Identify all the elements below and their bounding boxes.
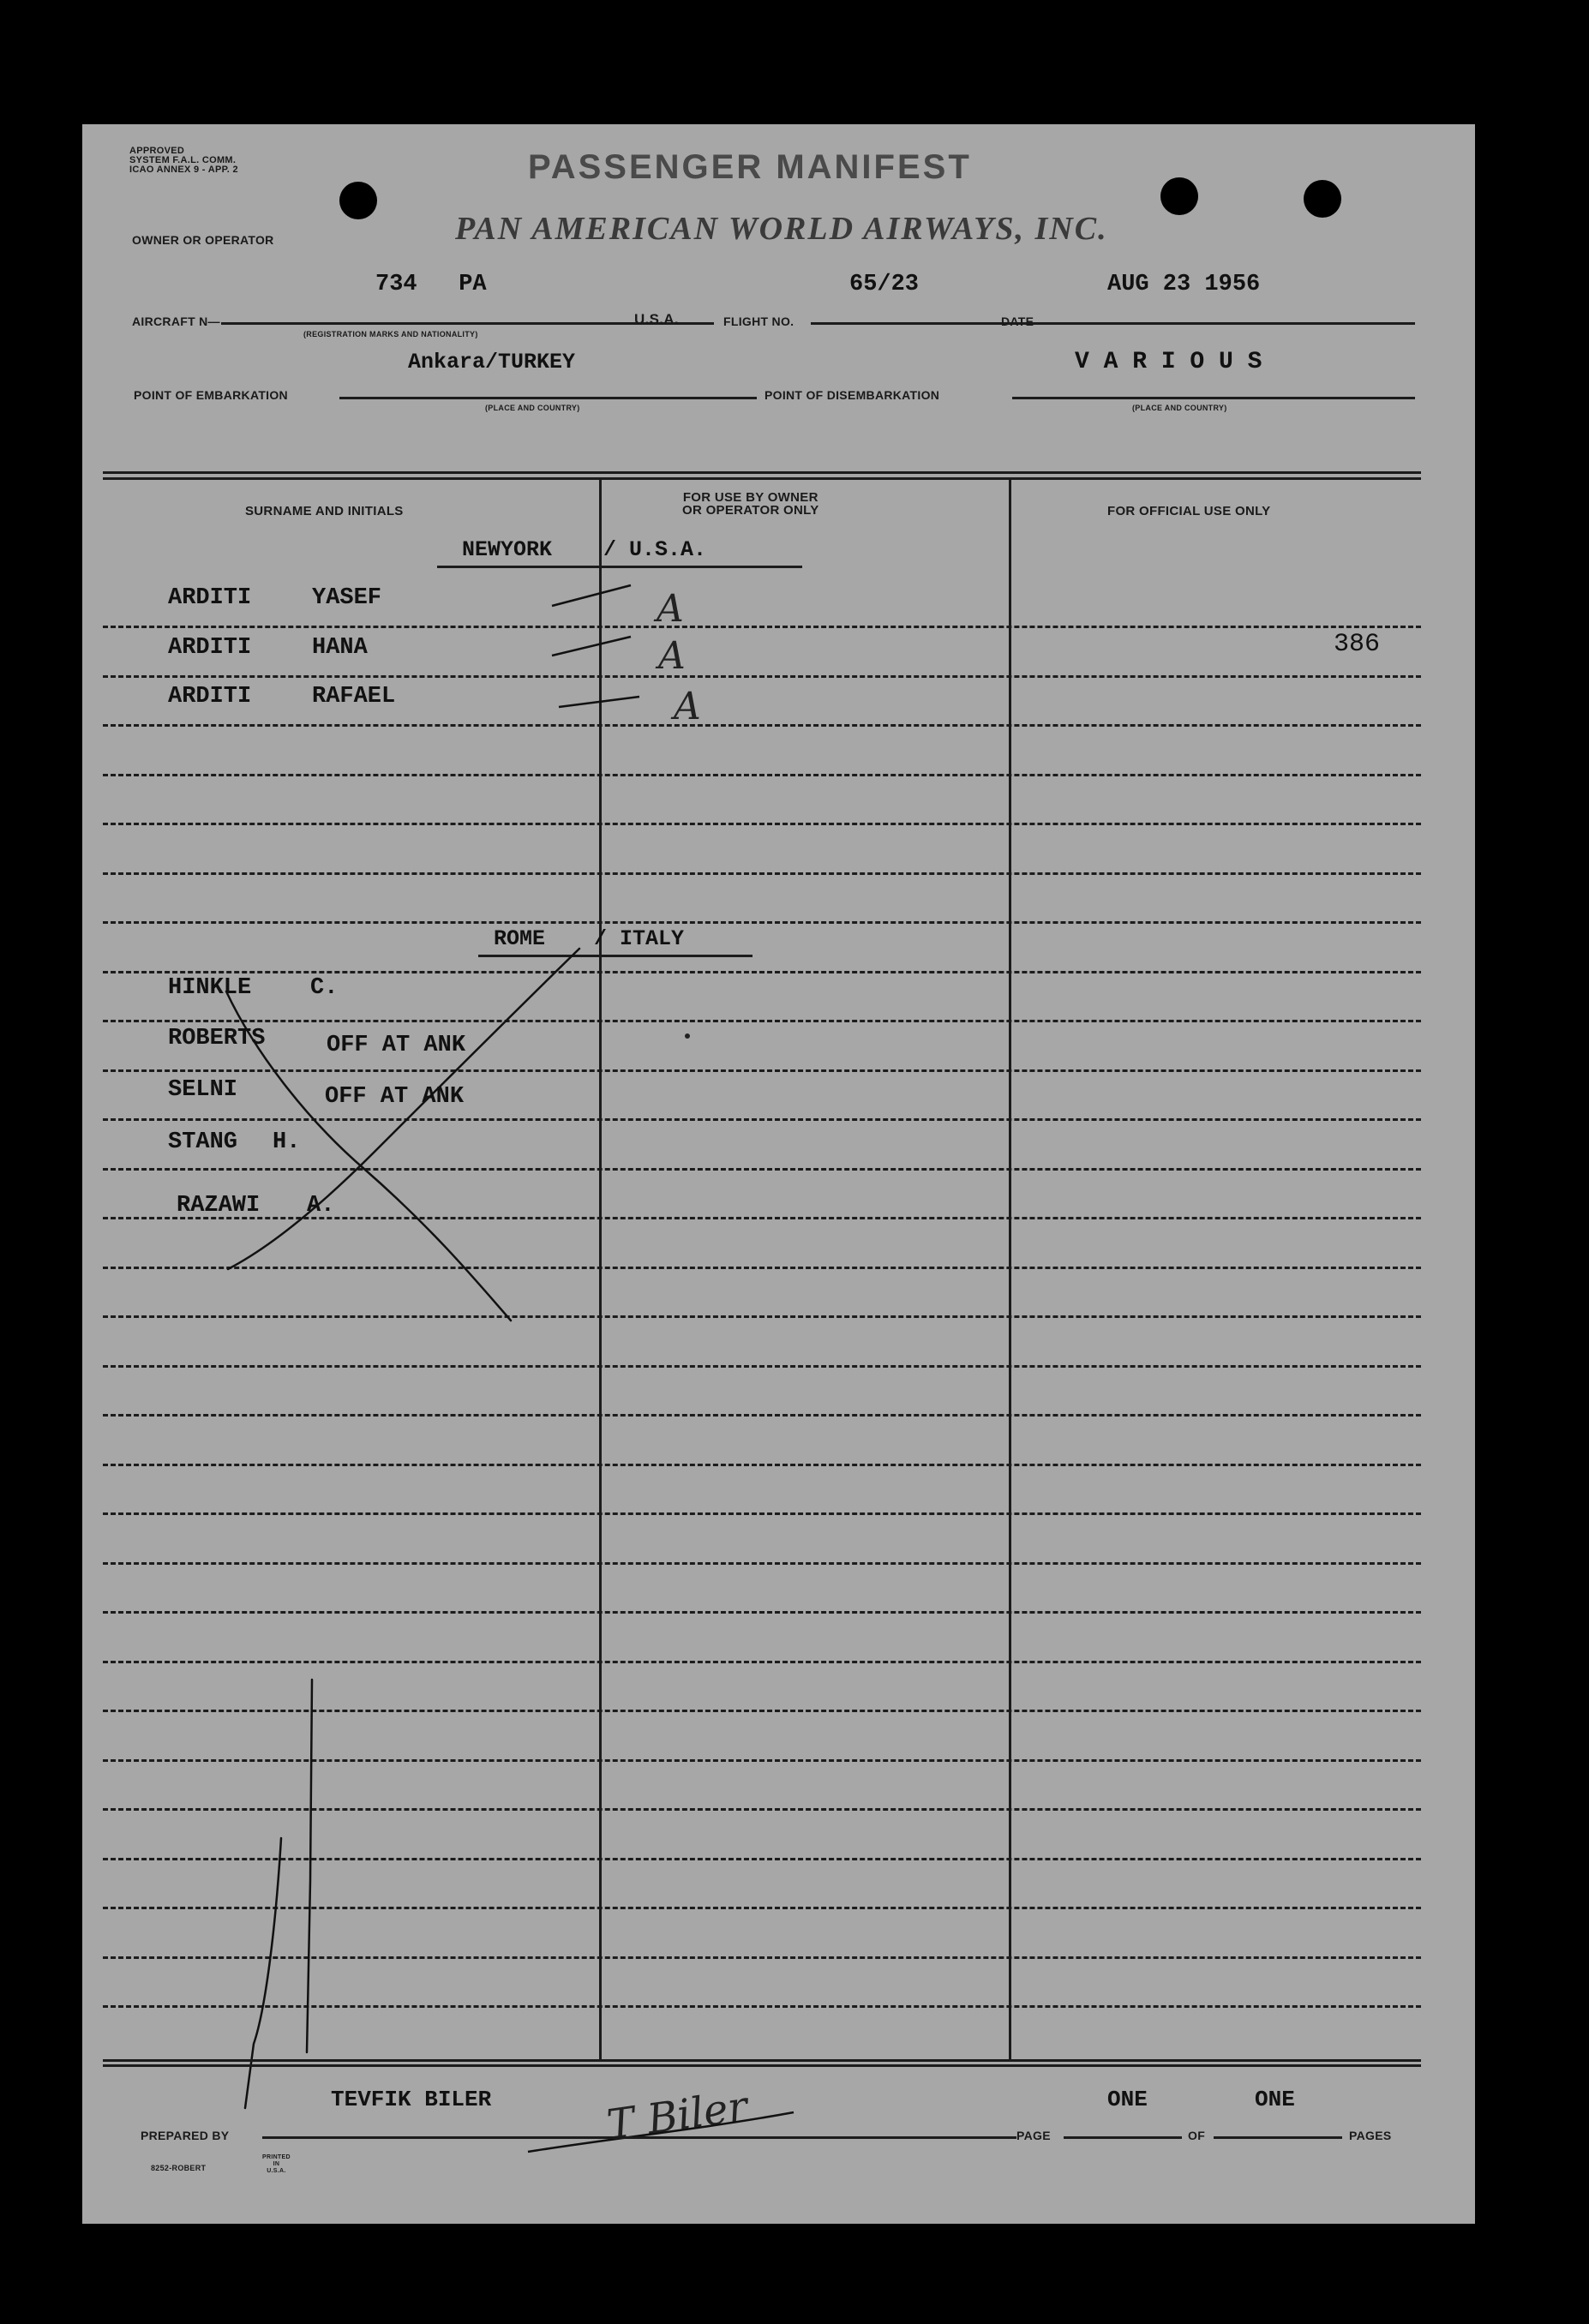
- flight-value: 65/23: [849, 272, 920, 297]
- printer-note-line-3: U.S.A.: [267, 2168, 286, 2174]
- col-header-owner-line-1: FOR USE BY OWNER: [682, 490, 818, 505]
- embarkation-note: (PLACE AND COUNTRY): [485, 404, 580, 412]
- of-value: ONE: [1255, 2087, 1295, 2112]
- passenger-surname: STANG: [168, 1129, 238, 1155]
- page-label: PAGE: [1016, 2129, 1051, 2142]
- page-underline: [1064, 2136, 1182, 2139]
- group-destination: ROME: [494, 926, 546, 951]
- col-header-surname: SURNAME AND INITIALS: [245, 504, 404, 518]
- col-header-official: FOR OFFICIAL USE ONLY: [1107, 504, 1271, 518]
- prepared-by-value: TEVFIK BILER: [331, 2087, 492, 2112]
- passenger-initials: A.: [307, 1193, 335, 1219]
- aircraft-value: 734 PA: [375, 272, 487, 297]
- signature-underline-stroke: [82, 124, 1475, 2224]
- prepared-by-label: PREPARED BY: [141, 2129, 230, 2142]
- form-title: PASSENGER MANIFEST: [528, 148, 972, 186]
- col-header-owner-line-2: OR OPERATOR ONLY: [682, 503, 819, 518]
- official-number: 386: [1334, 630, 1381, 659]
- passenger-surname: ARDITI: [168, 585, 252, 611]
- preparer-signature: T Biler: [603, 2081, 751, 2150]
- handwritten-a-mark: A: [658, 634, 686, 678]
- group-destination: NEWYORK: [462, 537, 553, 562]
- passenger-surname: ROBERTS: [168, 1026, 266, 1051]
- handwritten-a-mark: A: [674, 685, 701, 728]
- disembarkation-note: (PLACE AND COUNTRY): [1132, 404, 1227, 412]
- owner-value: PAN AMERICAN WORLD AIRWAYS, INC.: [455, 211, 1108, 247]
- passenger-surname: RAZAWI: [177, 1193, 261, 1219]
- embarkation-label: POINT OF EMBARKATION: [134, 388, 288, 402]
- date-value: AUG 23 1956: [1107, 272, 1261, 297]
- group-country: / ITALY: [594, 926, 685, 951]
- manifest-sheet: [82, 124, 1475, 2224]
- approval-line-1: APPROVED: [129, 146, 185, 156]
- passenger-surname: SELNI: [168, 1077, 238, 1103]
- aircraft-label: AIRCRAFT N—: [132, 314, 220, 328]
- form-print-code: 8252-ROBERT: [151, 2164, 207, 2172]
- passenger-initials: HANA: [312, 635, 368, 661]
- flight-label: FLIGHT NO.: [723, 314, 794, 328]
- passenger-initials: RAFAEL: [312, 684, 396, 710]
- page-value: ONE: [1107, 2087, 1148, 2112]
- disembarkation-value: V A R I O U S: [1075, 349, 1262, 375]
- date-label: DATE: [1001, 314, 1034, 328]
- disembarkation-label: POINT OF DISEMBARKATION: [765, 388, 940, 402]
- passenger-initials: C.: [310, 975, 339, 1001]
- passenger-note: OFF AT ANK: [327, 1033, 466, 1058]
- passenger-surname: ARDITI: [168, 635, 252, 661]
- owner-label: OWNER OR OPERATOR: [132, 233, 274, 247]
- passenger-initials: H.: [273, 1129, 301, 1155]
- prepared-by-underline: [262, 2136, 1016, 2139]
- printer-note-line-2: IN: [273, 2161, 280, 2167]
- group-country: / U.S.A.: [603, 537, 707, 562]
- printer-note: [262, 2154, 291, 2175]
- handwritten-a-mark: A: [657, 587, 684, 631]
- aircraft-note: (REGISTRATION MARKS AND NATIONALITY): [303, 330, 478, 338]
- passenger-surname: ARDITI: [168, 684, 252, 710]
- passenger-initials: YASEF: [312, 585, 382, 611]
- approval-line-2: SYSTEM F.A.L. COMM.: [129, 155, 237, 165]
- pages-label: PAGES: [1349, 2129, 1392, 2142]
- passenger-surname: HINKLE: [168, 975, 252, 1001]
- usa-label: U.S.A.: [634, 311, 679, 327]
- of-label: OF: [1188, 2129, 1206, 2142]
- approval-line-3: ICAO ANNEX 9 - APP. 2: [129, 165, 238, 175]
- embarkation-value: Ankara/TURKEY: [408, 350, 576, 374]
- of-underline: [1214, 2136, 1342, 2139]
- printer-note-line-1: PRINTED: [262, 2154, 291, 2160]
- passenger-note: OFF AT ANK: [325, 1084, 465, 1110]
